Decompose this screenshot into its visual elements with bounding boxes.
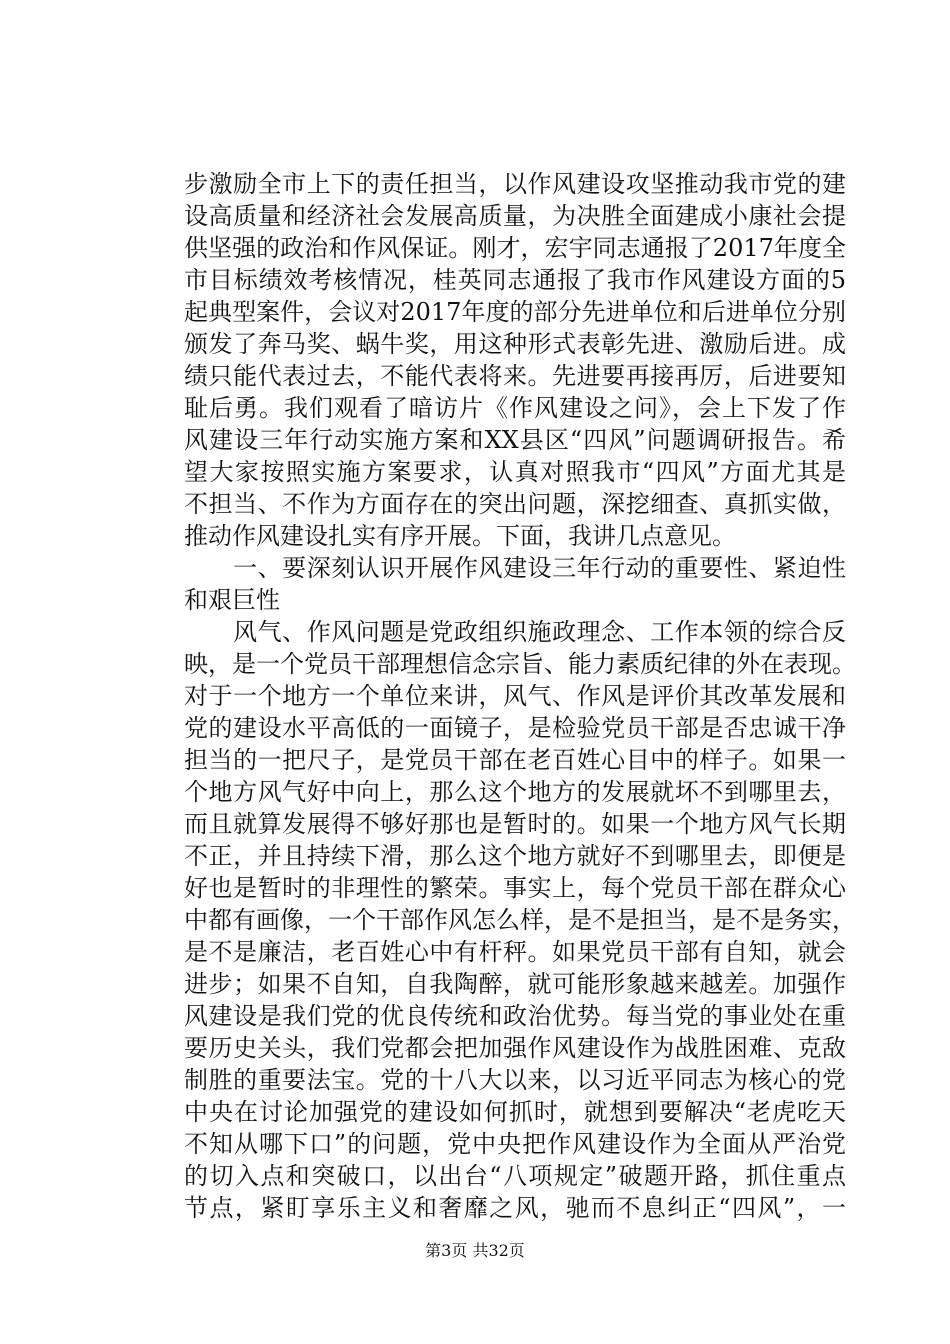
text-line: 党的建设水平高低的一面镜子，是检验党员干部是否忠诚干净 (184, 714, 846, 742)
text-line: 设高质量和经济社会发展高质量，为决胜全面建成小康社会提 (184, 202, 846, 230)
text-line: 风建设是我们党的优良传统和政治优势。每当党的事业处在重 (184, 1002, 846, 1030)
text-line: 好也是暂时的非理性的繁荣。事实上，每个党员干部在群众心 (184, 874, 846, 902)
text-line: 而且就算发展得不够好那也是暂时的。如果一个地方风气长期 (184, 810, 846, 838)
text-line: 步激励全市上下的责任担当，以作风建设攻坚推动我市党的建 (184, 170, 846, 198)
text-line: 供坚强的政治和作风保证。刚才，宏宇同志通报了2017年度全 (184, 234, 846, 262)
page-number-footer: 第3页 共32页 (425, 1241, 525, 1260)
text-line: 中央在讨论加强党的建设如何抓时，就想到要解决“老虎吃天 (184, 1098, 846, 1126)
text-line: 担当的一把尺子，是党员干部在老百姓心目中的样子。如果一 (184, 746, 846, 774)
text-line: 个地方风气好中向上，那么这个地方的发展就坏不到哪里去， (184, 778, 846, 806)
text-line: 起典型案件，会议对2017年度的部分先进单位和后进单位分别 (184, 298, 846, 326)
section-heading-line: 一、要深刻认识开展作风建设三年行动的重要性、紧迫性 (184, 554, 846, 582)
text-line: 风气、作风问题是党政组织施政理念、工作本领的综合反 (184, 618, 846, 646)
text-line: 对于一个地方一个单位来讲，风气、作风是评价其改革发展和 (184, 682, 846, 710)
text-line: 节点，紧盯享乐主义和奢靡之风，驰而不息纠正“四风”，一 (184, 1194, 846, 1222)
text-line: 要历史关头，我们党都会把加强作风建设作为战胜困难、克敌 (184, 1034, 846, 1062)
text-line: 制胜的重要法宝。党的十八大以来，以习近平同志为核心的党 (184, 1066, 846, 1094)
text-line: 是不是廉洁，老百姓心中有杆秤。如果党员干部有自知，就会 (184, 938, 846, 966)
text-line: 绩只能代表过去，不能代表将来。先进要再接再厉，后进要知 (184, 362, 846, 390)
section-heading-line: 和艰巨性 (184, 586, 280, 614)
text-line: 市目标绩效考核情况，桂英同志通报了我市作风建设方面的5 (184, 266, 846, 294)
text-line: 不知从哪下口”的问题，党中央把作风建设作为全面从严治党 (184, 1130, 846, 1158)
text-line: 风建设三年行动实施方案和XX县区“四风”问题调研报告。希 (184, 426, 846, 454)
text-line: 推动作风建设扎实有序开展。下面，我讲几点意见。 (184, 522, 736, 550)
body-text (184, 168, 856, 1224)
text-line: 中都有画像，一个干部作风怎么样，是不是担当，是不是务实， (184, 906, 856, 934)
text-line: 进步；如果不自知，自我陶醉，就可能形象越来越差。加强作 (184, 970, 846, 998)
text-line: 望大家按照实施方案要求，认真对照我市“四风”方面尤其是 (184, 458, 846, 486)
text-line: 的切入点和突破口，以出台“八项规定”破题开路，抓住重点 (184, 1162, 846, 1190)
text-line: 不担当、不作为方面存在的突出问题，深挖细查、真抓实做， (184, 490, 846, 518)
text-line: 映，是一个党员干部理想信念宗旨、能力素质纪律的外在表现。 (184, 650, 856, 678)
text-line: 耻后勇。我们观看了暗访片《作风建设之问》，会上下发了作 (184, 394, 846, 422)
text-line: 不正，并且持续下滑，那么这个地方就好不到哪里去，即便是 (184, 842, 846, 870)
text-line: 颁发了奔马奖、蜗牛奖，用这种形式表彰先进、激励后进。成 (184, 330, 846, 358)
